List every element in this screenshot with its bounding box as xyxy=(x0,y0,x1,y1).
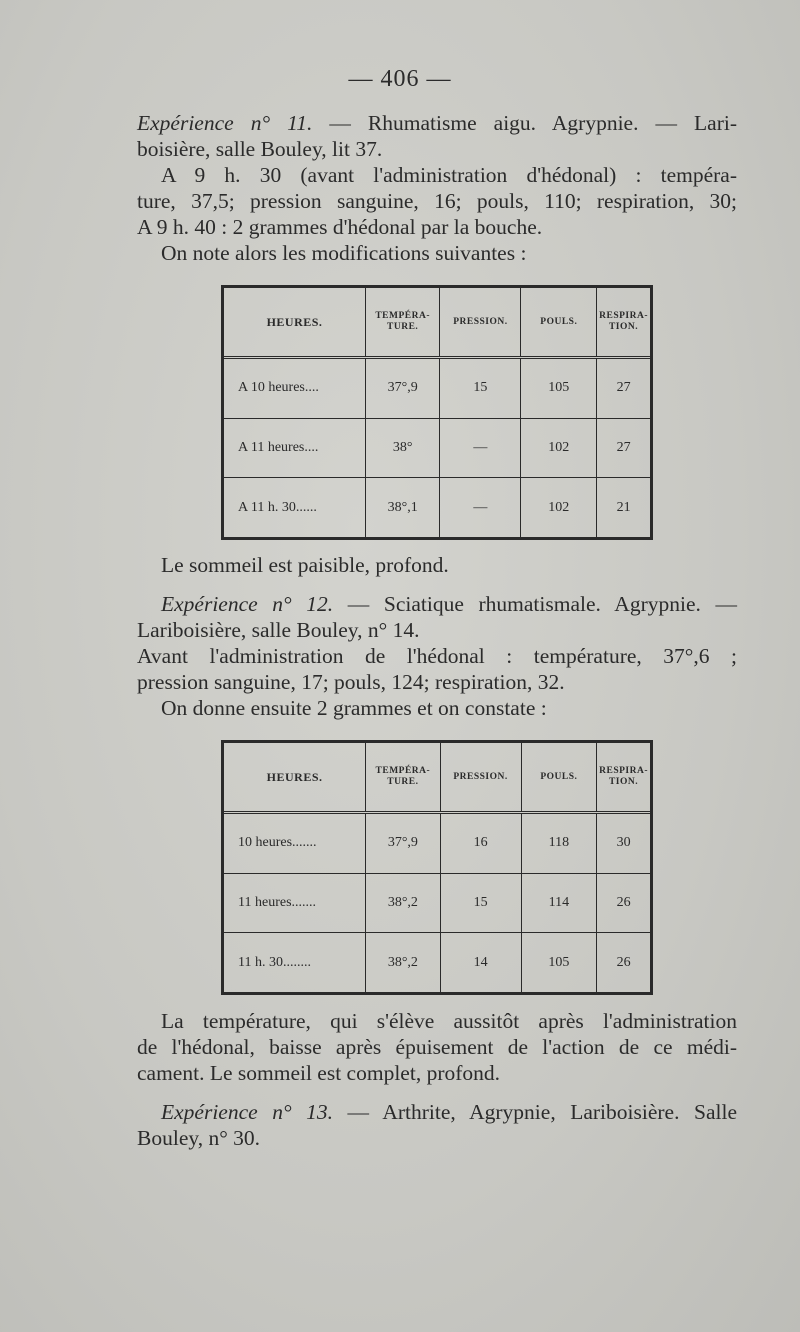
experience-title: Expérience n° 12. xyxy=(161,592,334,616)
col-header-pression: PRESSION. xyxy=(440,743,521,813)
after-table-2-paragraph xyxy=(137,1008,737,1086)
table-cell: 38°,2 xyxy=(366,873,440,933)
text-line xyxy=(137,591,737,617)
col-header-pression: PRESSION. xyxy=(440,288,521,358)
col-header-respiration xyxy=(597,288,650,358)
header-text: TEMPÉRA- TURE. xyxy=(375,766,431,787)
data-table-1 xyxy=(221,285,653,540)
text-line xyxy=(137,110,737,136)
experience-title: Expérience n° 11. xyxy=(137,111,313,135)
header-text: TEMPÉRA- TURE. xyxy=(375,311,431,332)
table-cell: 10 heures....... xyxy=(224,813,366,874)
experience-11-paragraph xyxy=(137,110,737,266)
table-cell: 105 xyxy=(521,933,597,992)
text-line: Bouley, n° 30. xyxy=(137,1126,261,1150)
text-span: — Sciatique rhumatismale. Agrypnie. — xyxy=(333,592,737,616)
experience-12-paragraph xyxy=(137,591,737,721)
table-cell: 38°,2 xyxy=(366,933,440,992)
experience-13-paragraph xyxy=(137,1099,737,1151)
text-line: ture, 37,5; pression sanguine, 16; pouls, 110; respiration, 30; xyxy=(137,189,737,213)
table-cell: 15 xyxy=(440,873,521,933)
col-header-heures: HEURES. xyxy=(224,743,366,813)
table-cell: 118 xyxy=(521,813,597,874)
table-cell: A 10 heures.... xyxy=(224,358,365,419)
table-cell: 30 xyxy=(597,813,650,874)
table-cell: 15 xyxy=(440,358,521,419)
header-text: RESPIRA- TION. xyxy=(599,311,648,332)
page-number: — 406 — xyxy=(348,66,452,92)
table-row xyxy=(224,873,650,933)
col-header-pouls: POULS. xyxy=(521,288,597,358)
table-cell: 11 heures....... xyxy=(224,873,366,933)
table-cell: 27 xyxy=(597,418,650,478)
table-row xyxy=(224,478,650,537)
data-table-2 xyxy=(221,740,653,995)
text-span: — Rhumatisme aigu. Agrypnie. — Lari- xyxy=(312,111,737,135)
text-line: On note alors les modifications suivantes : xyxy=(161,241,527,265)
text-line: cament. Le sommeil est complet, profond. xyxy=(137,1061,501,1085)
text-line: A 9 h. 30 (avant l'administration d'hédonal) : tempéra- xyxy=(161,163,737,187)
table-cell: 14 xyxy=(440,933,521,992)
table-cell: 37°,9 xyxy=(365,358,439,419)
table-row xyxy=(224,418,650,478)
text-line: La température, qui s'élève aussitôt après l'administration xyxy=(161,1009,737,1033)
experience-title: Expérience n° 13. xyxy=(161,1100,333,1124)
col-header-temperature xyxy=(366,743,440,813)
table-cell: 102 xyxy=(521,478,597,537)
table-cell: — xyxy=(440,478,521,537)
table-cell: — xyxy=(440,418,521,478)
col-header-heures: HEURES. xyxy=(224,288,365,358)
table-cell: 27 xyxy=(597,358,650,419)
after-table-1-text xyxy=(137,552,737,578)
table-cell: 105 xyxy=(521,358,597,419)
table-cell: 114 xyxy=(521,873,597,933)
col-header-temperature xyxy=(365,288,439,358)
table-cell: 102 xyxy=(521,418,597,478)
table-row xyxy=(224,358,650,419)
table-cell: 38° xyxy=(365,418,439,478)
table-cell: 21 xyxy=(616,499,631,515)
table-cell: 37°,9 xyxy=(366,813,440,874)
table-row xyxy=(224,933,650,992)
text-line: On donne ensuite 2 grammes et on constate : xyxy=(161,696,547,720)
text-line: Le sommeil est paisible, profond. xyxy=(161,553,449,577)
text-line: A 9 h. 40 : 2 grammes d'hédonal par la bouche. xyxy=(137,215,543,239)
header-text: RESPIRA- TION. xyxy=(599,766,648,787)
text-line: boisière, salle Bouley, lit 37. xyxy=(137,137,383,161)
table-cell: 26 xyxy=(616,954,631,970)
table-row xyxy=(224,813,650,874)
table-cell: 11 h. 30........ xyxy=(224,933,366,992)
col-header-respiration xyxy=(597,743,650,813)
table-cell: 26 xyxy=(597,873,650,933)
table-cell: A 11 heures.... xyxy=(224,418,365,478)
text-line: Avant l'administration de l'hédonal : température, 37°,6 ; xyxy=(137,644,737,668)
text-line: Lariboisière, salle Bouley, n° 14. xyxy=(137,618,420,642)
text-span: — Arthrite, Agrypnie, Lariboisière. Salle xyxy=(332,1100,737,1124)
table-cell: 16 xyxy=(440,813,521,874)
text-line: de l'hédonal, baisse après épuisement de l'action de ce médi- xyxy=(137,1035,737,1059)
table-cell: 38°,1 xyxy=(365,478,439,537)
table-cell: A 11 h. 30...... xyxy=(224,478,365,537)
col-header-pouls: POULS. xyxy=(521,743,597,813)
text-line: pression sanguine, 17; pouls, 124; respiration, 32. xyxy=(137,670,565,694)
text-line xyxy=(137,1099,737,1125)
